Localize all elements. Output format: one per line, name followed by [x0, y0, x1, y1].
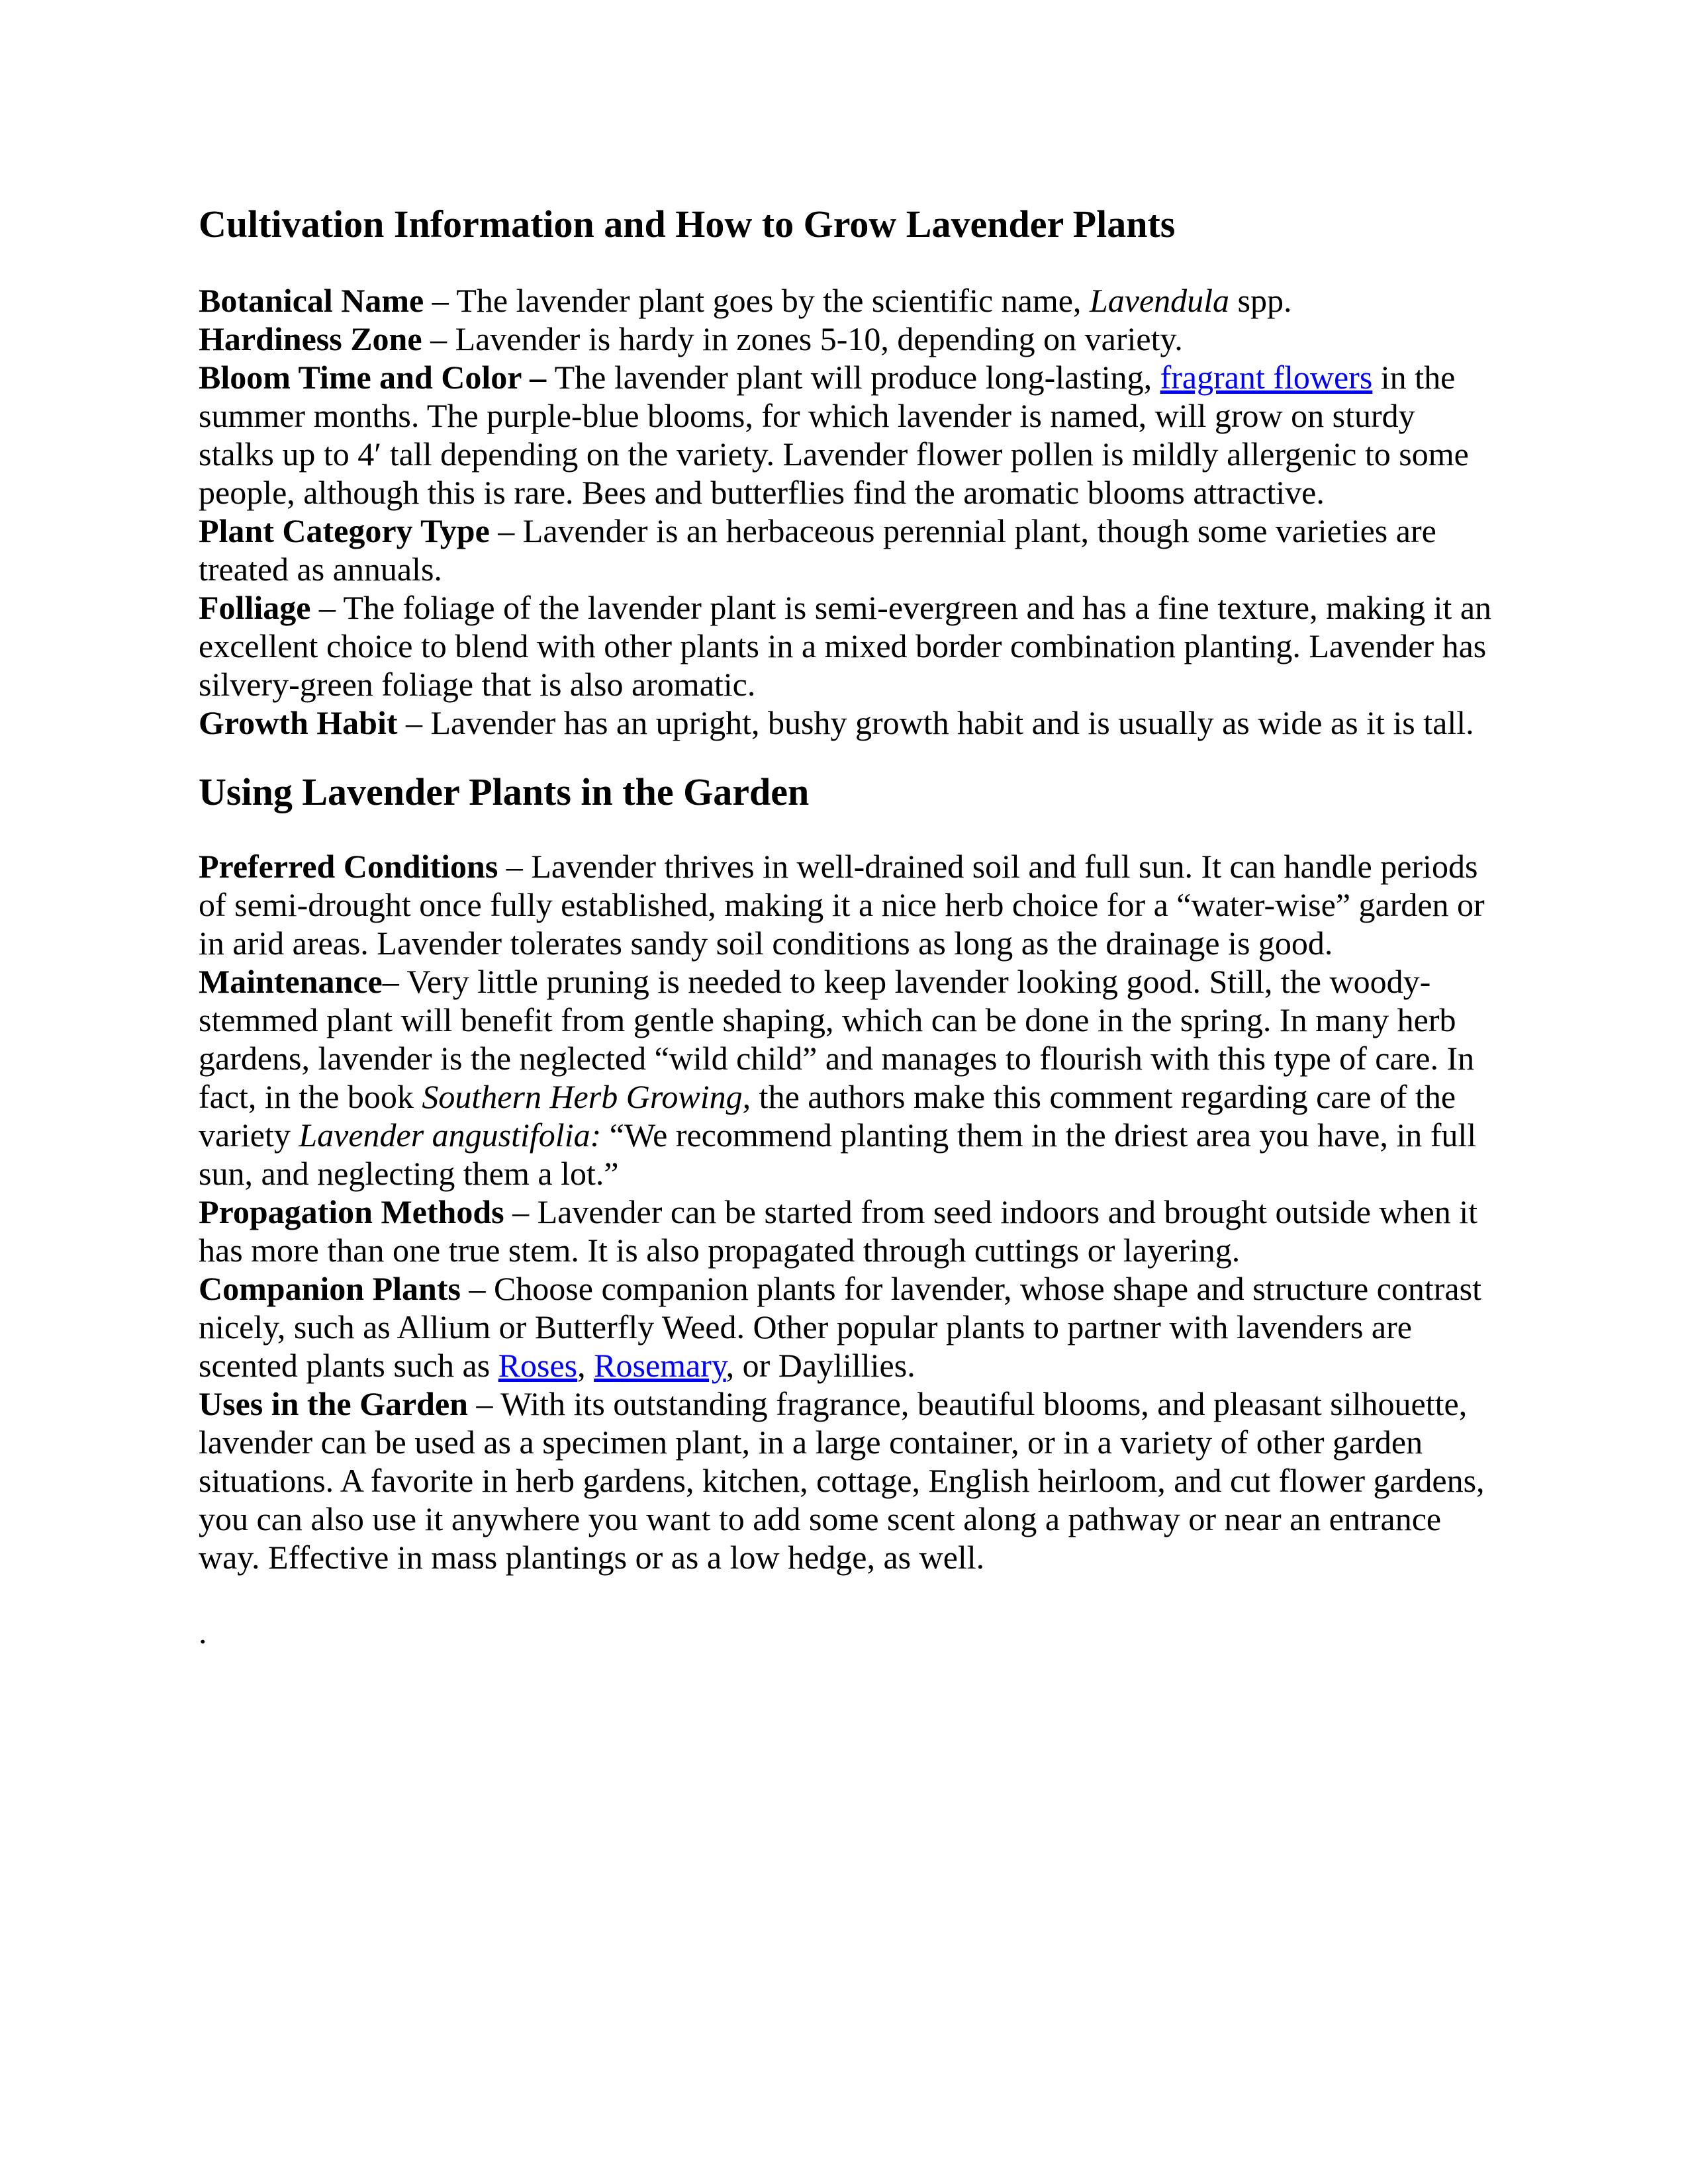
text-run: The lavender plant will produce long-lasting, [554, 359, 1160, 396]
paragraph-plant-category-type [199, 512, 1495, 588]
document-content [199, 202, 1495, 1651]
paragraph-trailing-period [199, 1613, 1495, 1651]
text-run: Growth Habit [199, 704, 398, 741]
roses-link[interactable]: Roses [498, 1347, 578, 1384]
text-run: Cultivation Information and How to Grow Lavender Plants [199, 203, 1176, 246]
text-run: Lavender angustifolia: [299, 1116, 602, 1154]
text-run: Propagation Methods [199, 1193, 504, 1230]
text-run: – With its outstanding fragrance, beautiful blooms, and pleasant silhouette, lavender can be used as a specimen plant, in a large container, or in a variety of other garden situations. A favorite in herb gardens, kitchen, cottage, English heirloom, and cut flower gardens, you can also use it anywhere you want to add some scent along a pathway or near an entrance way. Effective in mass plantings or as a low hedge, as well. [199, 1385, 1485, 1576]
text-run: Folliage [199, 589, 311, 626]
text-run: – The foliage of the lavender plant is semi-evergreen and has a fine texture, making it an excellent choice to blend with other plants in a mixed border combination planting. Lavender has silvery-green foliage that is also aromatic. [199, 589, 1492, 703]
text-run: “We recommend planting them in the driest area you have, in full sun, and neglecting them a lot.” [199, 1116, 1477, 1192]
text-run: Using Lavender Plants in the Garden [199, 770, 810, 813]
paragraph-folliage [199, 588, 1495, 704]
paragraph-preferred-conditions [199, 847, 1495, 962]
paragraph-uses-in-the-garden [199, 1385, 1495, 1576]
text-run: – Lavender has an upright, bushy growth habit and is usually as wide as it is tall. [397, 704, 1474, 741]
text-run: , or Daylillies. [726, 1347, 915, 1384]
text-run: Preferred Conditions [199, 848, 498, 885]
text-run: Companion Plants [199, 1270, 461, 1307]
text-run: Plant Category Type [199, 512, 490, 549]
paragraph-botanical-name [199, 281, 1495, 320]
text-run: Uses in the Garden [199, 1385, 468, 1422]
text-run: in the summer months. The purple-blue blooms, for which lavender is named, will grow on sturdy stalks up to 4′ tall depending on the variety. Lavender flower pollen is mildly allergenic to some people, although this is rare. Bees and butterflies find the aromatic blooms attractive. [199, 359, 1469, 511]
text-run: spp. [1229, 282, 1292, 319]
text-run: – Lavender is an herbaceous perennial plant, though some varieties are treated as annuals. [199, 512, 1436, 588]
paragraph-companion-plants [199, 1269, 1495, 1385]
text-run: Bloom Time and Color – [199, 359, 555, 396]
text-run: Botanical Name [199, 282, 424, 319]
text-run: – Choose companion plants for lavender, whose shape and structure contrast nicely, such as Allium or Butterfly Weed. Other popular plants to partner with lavenders are scented plants such as [199, 1270, 1481, 1384]
fragrant-flowers-link[interactable]: fragrant flowers [1160, 359, 1373, 396]
text-run: Lavendula [1089, 282, 1230, 319]
paragraph-propagation-methods [199, 1193, 1495, 1269]
paragraph-bloom-time-and-color [199, 358, 1495, 512]
section-heading-cultivation [199, 202, 1495, 246]
text-run: Southern Herb Growing, [422, 1078, 751, 1115]
paragraph-hardiness-zone [199, 320, 1495, 358]
rosemary-link[interactable]: Rosemary [594, 1347, 726, 1384]
text-run: . [199, 1614, 207, 1651]
text-run: – Very little pruning is needed to keep lavender looking good. Still, the woody-stemmed plant will benefit from gentle shaping, which can be done in the spring. In many herb gardens, lavender is the neglected “wild child” and manages to flourish with this type of care. In fact, in the book [199, 963, 1475, 1115]
paragraph-maintenance [199, 962, 1495, 1193]
text-run: – Lavender is hardy in zones 5-10, depending on variety. [422, 320, 1183, 357]
text-run: – Lavender thrives in well-drained soil and full sun. It can handle periods of semi-drought once fully established, making it a nice herb choice for a “water-wise” garden or in arid areas. Lavender tolerates sandy soil conditions as long as the drainage is good. [199, 848, 1485, 962]
text-run: – Lavender can be started from seed indoors and brought outside when it has more than one true stem. It is also propagated through cuttings or layering. [199, 1193, 1478, 1269]
text-run: – The lavender plant goes by the scientific name, [424, 282, 1090, 319]
text-run: Maintenance [199, 963, 383, 1000]
section-heading-using-lavender [199, 770, 1495, 814]
text-run: Hardiness Zone [199, 320, 422, 357]
text-run: , [577, 1347, 594, 1384]
text-run: the authors make this comment regarding care of the variety [199, 1078, 1456, 1154]
paragraph-growth-habit [199, 704, 1495, 742]
